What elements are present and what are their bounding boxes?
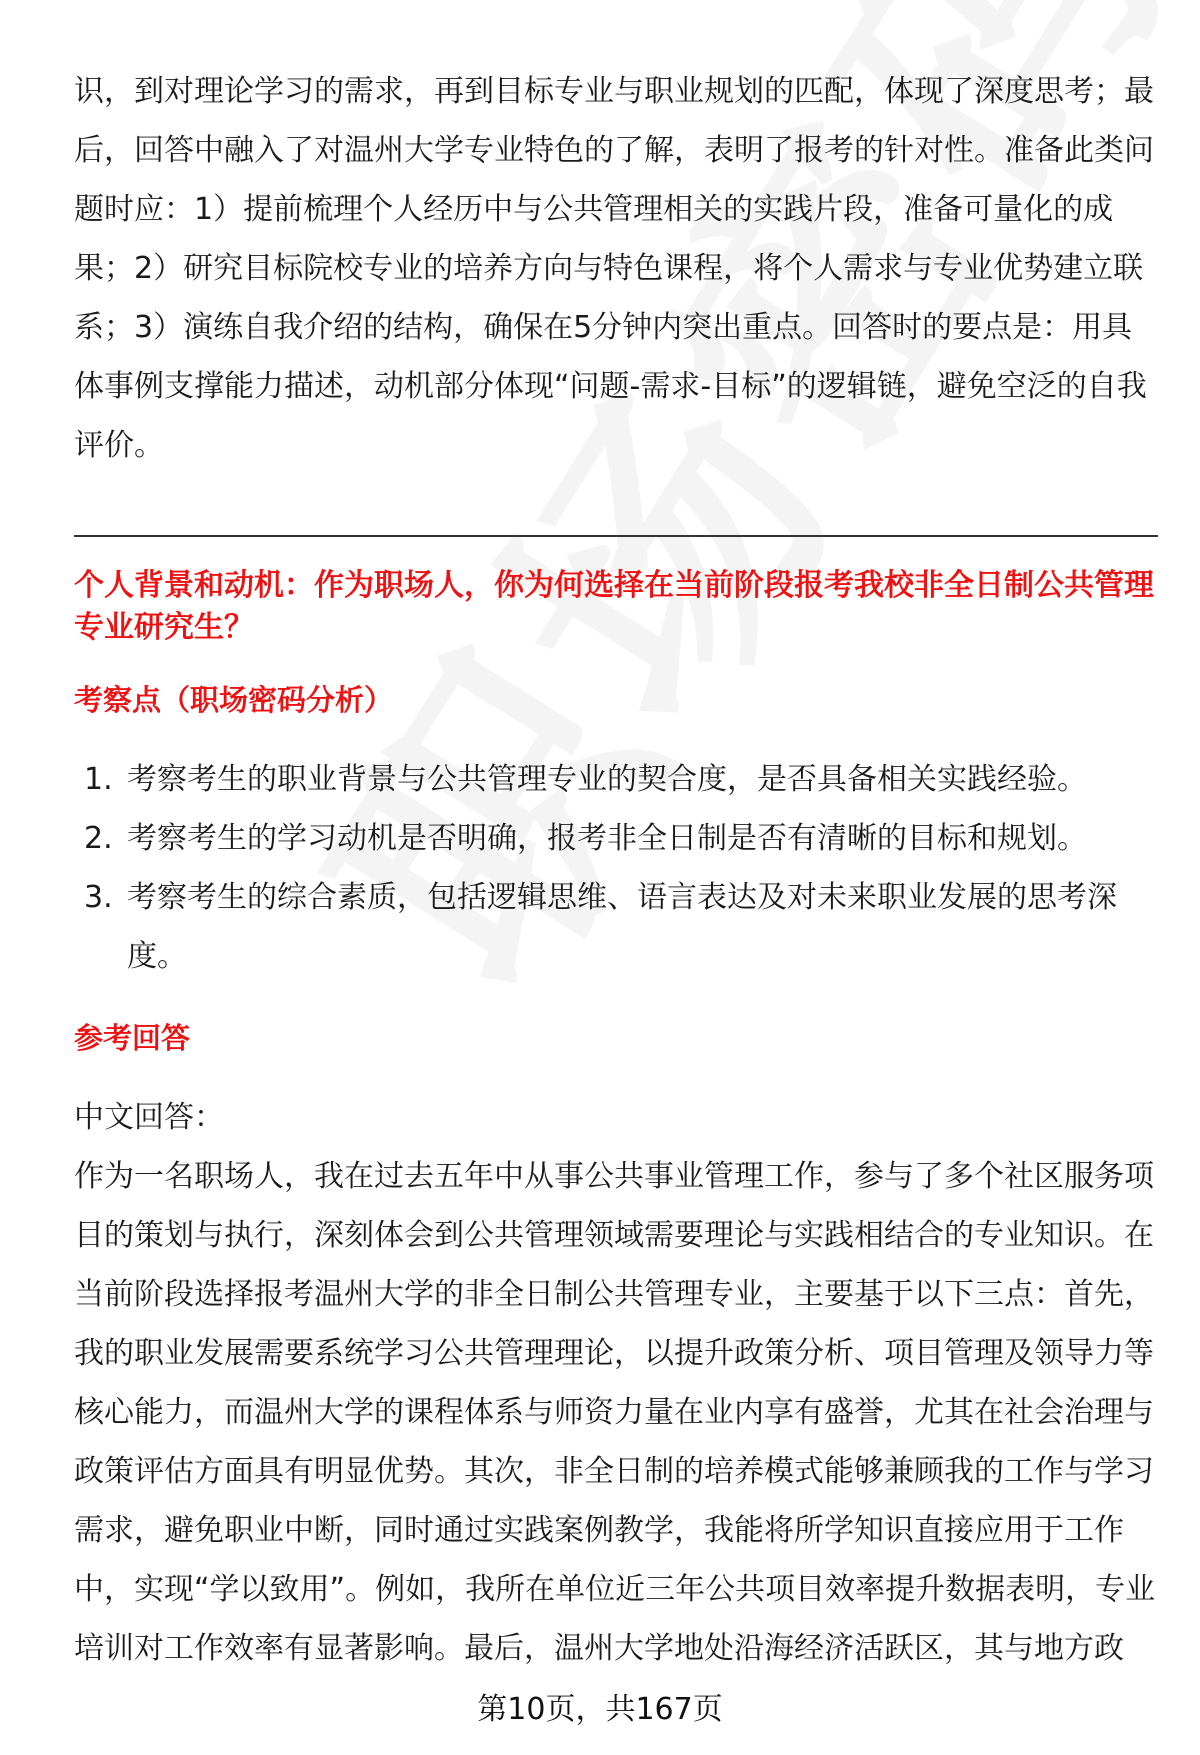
list-item: [74, 868, 1158, 986]
list-item: [74, 750, 1158, 809]
list-item-text: 考察考生的学习动机是否明确，报考非全日制是否有清晰的目标和规划。: [127, 821, 1087, 856]
exam-points-heading: 考察点（职场密码分析）: [74, 683, 394, 717]
list-item-text: 考察考生的综合素质，包括逻辑思维、语言表达及对未来职业发展的思考深度。: [127, 880, 1117, 974]
list-item-number: 1.: [84, 762, 113, 797]
page-footer: 第10页，共167页: [477, 1692, 723, 1727]
list-item-number: 2.: [84, 821, 113, 856]
list-item-number: 3.: [84, 880, 113, 915]
reference-answer-heading: 参考回答: [74, 1021, 191, 1055]
list-item: [74, 809, 1158, 868]
exam-points-list: [74, 750, 1158, 986]
section-divider: [74, 535, 1158, 537]
intro-paragraph: 识，到对理论学习的需求，再到目标专业与职业规划的匹配，体现了深度思考；最后，回答中融入了对温州大学专业特色的了解，表明了报考的针对性。准备此类问题时应：1）提前梳理个人经历中与公共管理相关的实践片段，准备可量化的成果；2）研究目标院校专业的培养方向与特色课程，将个人需求与专业优势建立联系；3）演练自我介绍的结构，确保在5分钟内突出重点。回答时的要点是：用具体事例支撑能力描述，动机部分体现“问题-需求-目标”的逻辑链，避免空泛的自我评价。: [74, 74, 1154, 463]
list-item-text: 考察考生的职业背景与公共管理专业的契合度，是否具备相关实践经验。: [127, 762, 1087, 797]
answer-paragraph: 作为一名职场人，我在过去五年中从事公共事业管理工作，参与了多个社区服务项目的策划与执行，深刻体会到公共管理领域需要理论与实践相结合的专业知识。在当前阶段选择报考温州大学的非全日制公共管理专业，主要基于以下三点：首先，我的职业发展需要系统学习公共管理理论，以提升政策分析、项目管理及领导力等核心能力，而温州大学的课程体系与师资力量在业内享有盛誉，尤其在社会治理与政策评估方面具有明显优势。其次，非全日制的培养模式能够兼顾我的工作与学习需求，避免职业中断，同时通过实践案例教学，我能将所学知识直接应用于工作中，实现“学以致用”。例如，我所在单位近三年公共项目效率提升数据表明，专业培训对工作效率有显著影响。最后，温州大学地处沿海经济活跃区，其与地方政: [74, 1159, 1156, 1666]
answer-label: 中文回答：: [74, 1100, 224, 1135]
question-title: 个人背景和动机：作为职场人，你为何选择在当前阶段报考我校非全日制公共管理专业研究生？: [74, 568, 1154, 645]
